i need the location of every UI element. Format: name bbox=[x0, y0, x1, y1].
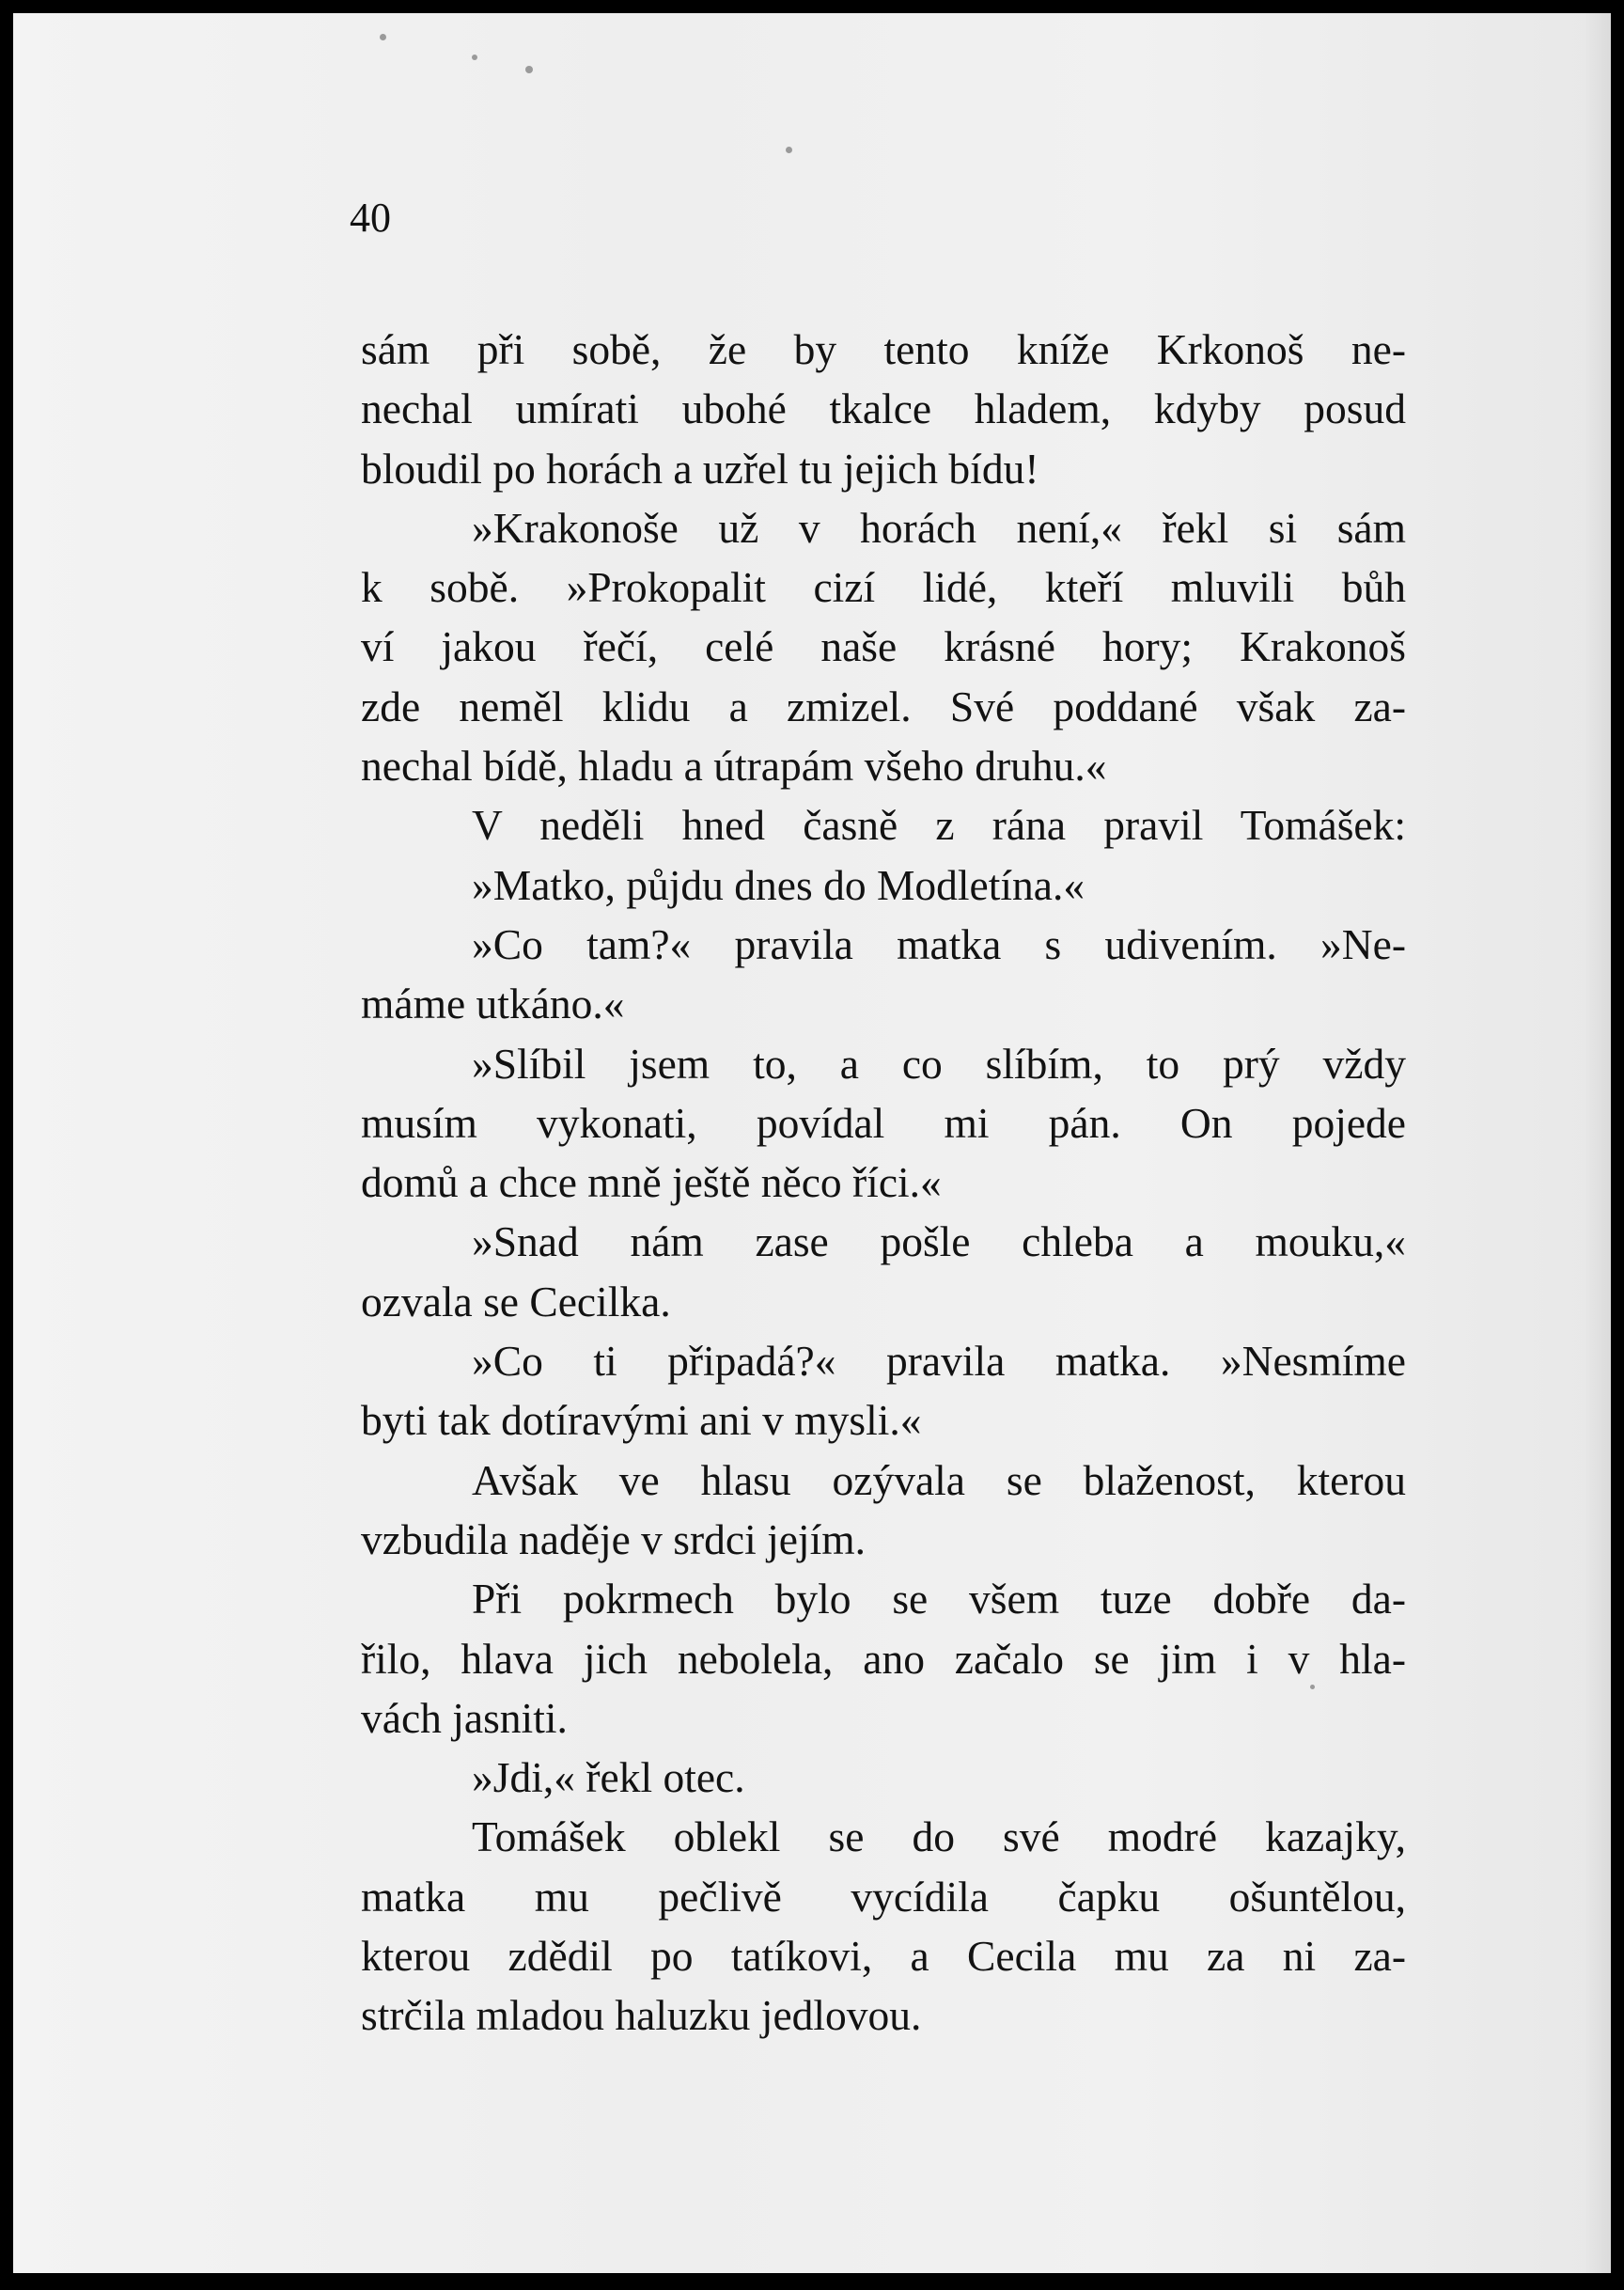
text-line: musím vykonati, povídal mi pán. On pojede bbox=[361, 1098, 1406, 1147]
text-line: sám při sobě, že by tento kníže Krkonoš ne- bbox=[361, 325, 1406, 373]
text-line: ozvala se Cecilka. bbox=[361, 1277, 671, 1325]
text-line: byti tak dotíravými ani v mysli.« bbox=[361, 1396, 922, 1445]
text-line: vách jasniti. bbox=[361, 1693, 568, 1742]
book-page bbox=[13, 13, 1611, 2273]
text-line: »Co tam?« pravila matka s udivením. »Ne- bbox=[472, 919, 1406, 968]
dust-speck bbox=[380, 34, 386, 40]
text-line: »Krakonoše už v horách není,« řekl si sám bbox=[472, 503, 1406, 552]
text-line: strčila mladou haluzku jedlovou. bbox=[361, 1991, 922, 2040]
text-line: kterou zdědil po tatíkovi, a Cecila mu za ni za- bbox=[361, 1932, 1406, 1981]
text-line: bloudil po horách a uzřel tu jejich bídu! bbox=[361, 444, 1039, 493]
dust-speck bbox=[525, 66, 533, 73]
text-line: Avšak ve hlasu ozývala se blaženost, kterou bbox=[472, 1455, 1406, 1504]
text-line: ví jakou řečí, celé naše krásné hory; Krakonoš bbox=[361, 622, 1406, 671]
text-line: »Snad nám zase pošle chleba a mouku,« bbox=[472, 1217, 1406, 1266]
text-line: »Matko, půjdu dnes do Modletína.« bbox=[472, 860, 1085, 909]
text-line: nechal bídě, hladu a útrapám všeho druhu.« bbox=[361, 742, 1107, 791]
text-line: »Slíbil jsem to, a co slíbím, to prý vždy bbox=[472, 1039, 1406, 1088]
text-line: matka mu pečlivě vycídila čapku ošuntělou, bbox=[361, 1872, 1406, 1921]
text-line: řilo, hlava jich nebolela, ano začalo se jim i v hla- bbox=[361, 1634, 1406, 1683]
text-line: »Jdi,« řekl otec. bbox=[472, 1753, 745, 1802]
text-line: V neděli hned časně z rána pravil Tomášek: bbox=[472, 801, 1406, 850]
dust-speck bbox=[472, 55, 477, 60]
text-line: k sobě. »Prokopalit cizí lidé, kteří mluvili bůh bbox=[361, 563, 1406, 612]
text-line: domů a chce mně ještě něco říci.« bbox=[361, 1158, 942, 1207]
text-line: Při pokrmech bylo se všem tuze dobře da- bbox=[472, 1575, 1406, 1623]
page-number: 40 bbox=[350, 195, 391, 241]
text-line: »Co ti připadá?« pravila matka. »Nesmíme bbox=[472, 1337, 1406, 1386]
page-edge-shadow bbox=[1583, 13, 1611, 2273]
text-line: máme utkáno.« bbox=[361, 980, 625, 1028]
text-line: vzbudila naděje v srdci jejím. bbox=[361, 1514, 866, 1563]
text-line: zde neměl klidu a zmizel. Své poddané však za- bbox=[361, 682, 1406, 730]
text-line: Tomášek oblekl se do své modré kazajky, bbox=[472, 1812, 1406, 1861]
dust-speck bbox=[786, 147, 792, 153]
body-text bbox=[361, 320, 1406, 2046]
text-line: nechal umírati ubohé tkalce hladem, kdyby posud bbox=[361, 384, 1406, 433]
